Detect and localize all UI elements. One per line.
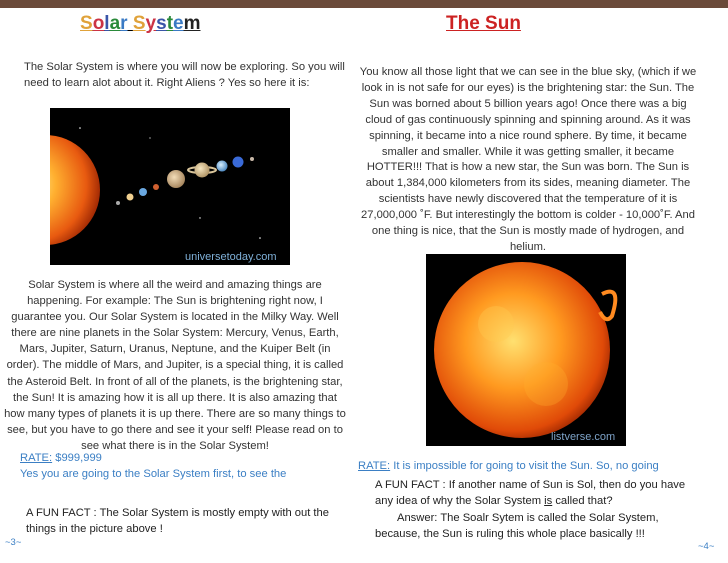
right-answer (375, 510, 705, 543)
title-letter: t (166, 13, 174, 34)
right-fun-fact-pre: A FUN FACT : If another name of Sun is Sol, then do you have any idea of why the Solar System (375, 479, 686, 508)
right-rate-block (358, 459, 718, 475)
right-answer-text: Answer: The Soalr Sytem is called the Solar System, because, the Sun is ruling this whole place basically !!! (375, 512, 659, 541)
title-letter: y (145, 13, 157, 34)
title-letter: l (104, 13, 110, 34)
left-rate-line2: Yes you are going to the Solar System first, to see the (20, 467, 287, 480)
right-body-paragraph: You know all those light that we can see in the blue sky, (which if we look in is not safe for our eyes) is the brightening star: the Sun. The Sun was borned about 5 billion years ago! Once there was a big cloud of gas continuously spinning and spinning around. As it was spinning, it became into a nice round sphere. By time, it became smaller and smaller. While it was getting smaller, it became HOTTER!!! That is how a new star, the Sun was born. The Sun is about 1,384,000 kilometers from its sides, meaning diameter. The scientists have newly discovered that the temperature of it is 27,000,000 ˚F. But interestingly the bottom is colder - 10,000˚F. And one thing is nice, that the Sun is mostly made of hydrogen, and helium. (359, 66, 697, 253)
right-fun-fact-emphasis: is (544, 495, 553, 508)
left-fun-fact: A FUN FACT : The Solar System is mostly empty with out the things in the picture above ! (26, 507, 329, 536)
left-page-number: ~3~ (5, 537, 22, 548)
right-image-credit: listverse.com (551, 431, 616, 443)
solar-system-image (50, 108, 290, 265)
title-letter: e (173, 13, 184, 34)
left-body-paragraph: Solar System is where all the weird and amazing things are happening. For example: The Sun is brightening right now, I guarantee you. Our Solar System is located in the Milky Way. Well there are nine planets in the Solar System: Mercury, Venus, Earth, Mars, Jupiter, Saturn, Uranus, Neptune, and the Kuiper Belt (in order). The middle of Mars, and Jupiter, is a special thing, it is called the Asteroid Belt. In front of all of the planets, is the brightening star, the Sun! It is amazing how it is all up there. It is also amazing that how many types of planets it is up there. There are so many things to see, but you have to go there and see it your self! Please read on to see what there is in the Solar System! (4, 279, 346, 452)
left-image-credit: universetoday.com (185, 251, 277, 263)
right-rate-value: It is impossible for going to visit the Sun. So, no going (390, 460, 659, 472)
title-letter: o (92, 13, 105, 34)
sun-image (426, 254, 626, 446)
right-rate-label: RATE: (358, 460, 391, 472)
title-letter: r (120, 13, 128, 34)
left-rate-block (20, 451, 350, 482)
title-letter: S (80, 13, 93, 34)
title-letter: S (132, 13, 146, 34)
right-fun-fact (375, 477, 705, 510)
right-page-number: ~4~ (698, 541, 715, 552)
left-rate-value: $999,999 (52, 452, 102, 464)
left-intro-text: The Solar System is where you will now be exploring. So you will need to learn alot about it. Right Aliens ? Yes so here it is: (24, 61, 345, 90)
title-letter: s (156, 13, 167, 34)
right-fun-fact-post: called that? (552, 495, 613, 508)
title-letter: m (183, 13, 201, 34)
right-page-title: The Sun (446, 13, 521, 34)
title-letter: a (109, 13, 121, 34)
left-page-title (80, 13, 201, 35)
left-rate-label: RATE: (20, 452, 53, 464)
top-border-bar (0, 0, 728, 8)
